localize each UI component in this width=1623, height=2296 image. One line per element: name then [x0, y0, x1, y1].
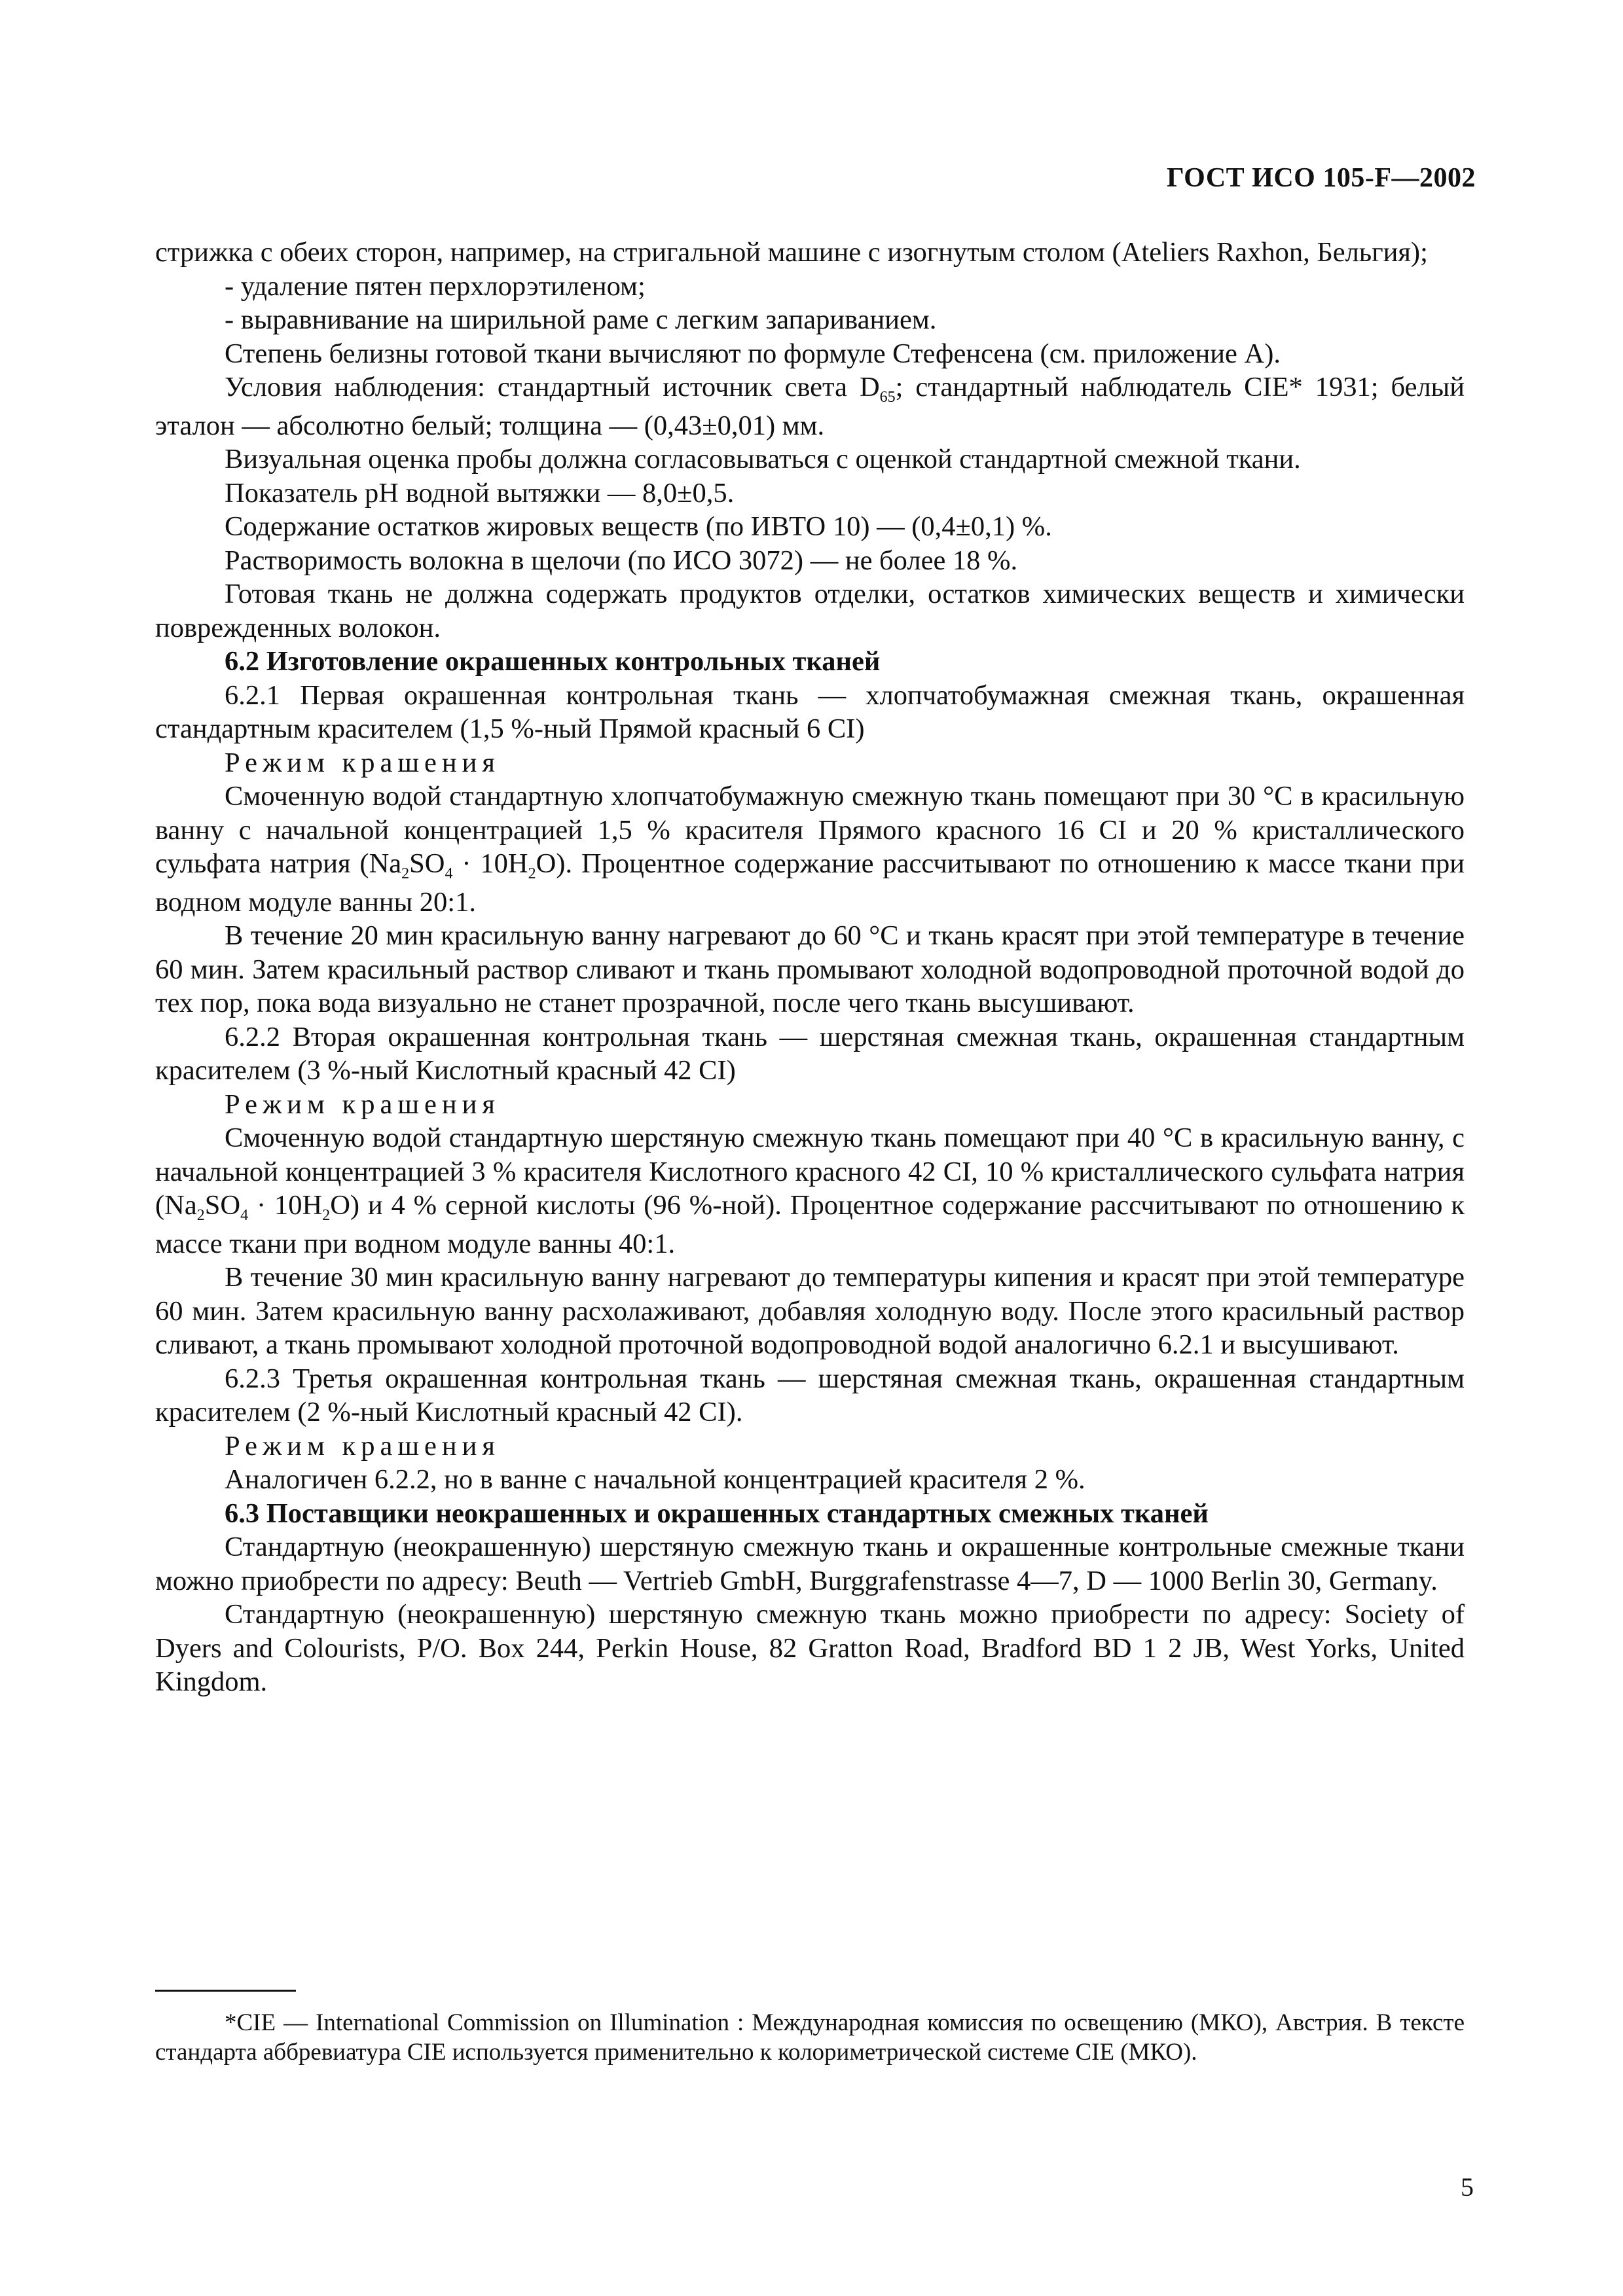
paragraph: Показатель pH водной вытяжки — 8,0±0,5.	[225, 477, 735, 509]
subheading-dyeing-mode: Режим крашения	[225, 1088, 500, 1120]
page-number: 5	[1461, 2172, 1474, 2202]
paragraph: В течение 20 мин красильную ванну нагревают до 60 °С и ткань красят при этой температуре в течение 60 мин. Затем красильный раствор сливают и ткань промывают холодной водопроводной проточной водой до тех пор, пока вода визуально не станет прозрачной, после чего ткань высушивают.	[155, 920, 1465, 1018]
section-heading-6-3: 6.3 Поставщики неокрашенных и окрашенных стандартных смежных тканей	[225, 1498, 1209, 1529]
paragraph: стрижка с обеих сторон, например, на стригальной машине с изогнутым столом (Ateliers Raxhon, Бельгия);	[155, 237, 1428, 268]
subscript: 2	[322, 1207, 331, 1224]
paragraph: В течение 30 мин красильную ванну нагревают до температуры кипения и красят при этой температуре 60 мин. Затем красильную ванну расхолаживают, добавляя холодную воду. После этого красильный раствор сливают, а ткань промывают холодной проточной водопроводной водой аналогично 6.2.1 и высушивают.	[155, 1262, 1465, 1360]
subscript: 65	[879, 389, 896, 406]
footnote	[155, 2008, 1465, 2067]
subheading-dyeing-mode: Режим крашения	[225, 1430, 500, 1462]
text-run: SO	[204, 1190, 241, 1221]
subscript: 2	[528, 865, 536, 882]
paragraph: Степень белизны готовой ткани вычисляют по формуле Стефенсена (см. приложение А).	[225, 338, 1281, 369]
subscript: 4	[240, 1207, 249, 1224]
text-run: Условия наблюдения: стандартный источник света D	[225, 372, 880, 403]
paragraph: 6.2.3 Третья окрашенная контрольная ткань — шерстяная смежная ткань, окрашенная стандартным красителем (2 %-ный Кислотный красный 42 CI).	[155, 1363, 1465, 1427]
footnote-text: *CIE — International Commission on Illumination : Международная комиссия по освещению (МКО), Австрия. В тексте стандарта аббревиатура CIE используется применительно к колориметрической системе CIE (МКО).	[155, 2009, 1465, 2066]
body-text	[155, 236, 1465, 1699]
paragraph-observation-conditions	[155, 370, 1465, 442]
paragraph: 6.2.1 Первая окрашенная контрольная ткань — хлопчатобумажная смежная ткань, окрашенная стандартным красителем (1,5 %-ный Прямой красный 6 CI)	[155, 679, 1465, 744]
paragraph: Стандартную (неокрашенную) шерстяную смежную ткань можно приобрести по адресу: Society of Dyers and Colourists, P/O. Box 244, Perkin House, 82 Gratton Road, Bradford BD 1 2 JB, West Yorks, United Kingdom.	[155, 1599, 1465, 1697]
list-item: - удаление пятен перхлорэтиленом;	[225, 270, 646, 302]
footnote-divider	[155, 1990, 296, 1992]
text-run: O). Процентное содержание рассчитывают по отношению к массе ткани при водном модуле ванны 20:1.	[155, 848, 1465, 918]
list-item: - выравнивание на ширильной раме с легким запариванием.	[225, 304, 937, 335]
paragraph-formula	[155, 780, 1465, 919]
paragraph: Растворимость волокна в щелочи (по ИСО 3072) — не более 18 %.	[225, 545, 1018, 576]
paragraph-formula	[155, 1121, 1465, 1261]
text-run: SO	[409, 848, 445, 879]
paragraph: 6.2.2 Вторая окрашенная контрольная ткань — шерстяная смежная ткань, окрашенная стандартным красителем (3 %-ный Кислотный красный 42 CI)	[155, 1021, 1465, 1086]
section-heading-6-2: 6.2 Изготовление окрашенных контрольных тканей	[225, 646, 881, 677]
paragraph: Готовая ткань не должна содержать продуктов отделки, остатков химических веществ и химически поврежденных волокон.	[155, 579, 1465, 643]
paragraph: Содержание остатков жировых веществ (по ИВТО 10) — (0,4±0,1) %.	[225, 511, 1052, 542]
document-header: ГОСТ ИСО 105-F—2002	[1166, 163, 1476, 193]
text-run: Смоченную водой стандартную шерстяную смежную ткань помещают при 40 °С в красильную ванну, с начальной концентрацией 3 % красителя Кислотного красного 42 CI, 10 % кристаллического сульфата натрия (Na	[155, 1122, 1465, 1221]
subheading-dyeing-mode: Режим крашения	[225, 747, 500, 778]
text-run: · 10H	[248, 1190, 323, 1221]
paragraph: Аналогичен 6.2.2, но в ванне с начальной концентрацией красителя 2 %.	[225, 1464, 1085, 1495]
text-run: ; стандартный наблюдатель CIE* 1931; белый эталон — абсолютно белый; толщина — (0,43±0,01) мм.	[155, 372, 1465, 441]
paragraph: Визуальная оценка пробы должна согласовываться с оценкой стандартной смежной ткани.	[225, 444, 1301, 475]
text-run: · 10H	[452, 848, 528, 879]
text-run: Смоченную водой стандартную хлопчатобумажную смежную ткань помещают при 30 °С в красильную ванну с начальной концентрацией 1,5 % красителя Прямого красного 16 CI и 20 % кристаллического сульфата натрия (Na	[155, 781, 1465, 879]
text-run: O) и 4 % серной кислоты (96 %-ной). Процентное содержание рассчитывают по отношению к массе ткани при водном модуле ванны 40:1.	[155, 1190, 1465, 1259]
subscript: 2	[196, 1207, 205, 1224]
paragraph: Стандартную (неокрашенную) шерстяную смежную ткань и окрашенные контрольные смежные ткани можно приобрести по адресу: Beuth — Vertrieb GmbH, Burggrafenstrasse 4—7, D — 1000 Berlin 30, Germany.	[155, 1532, 1465, 1596]
subscript: 4	[445, 865, 453, 882]
subscript: 2	[401, 865, 410, 882]
